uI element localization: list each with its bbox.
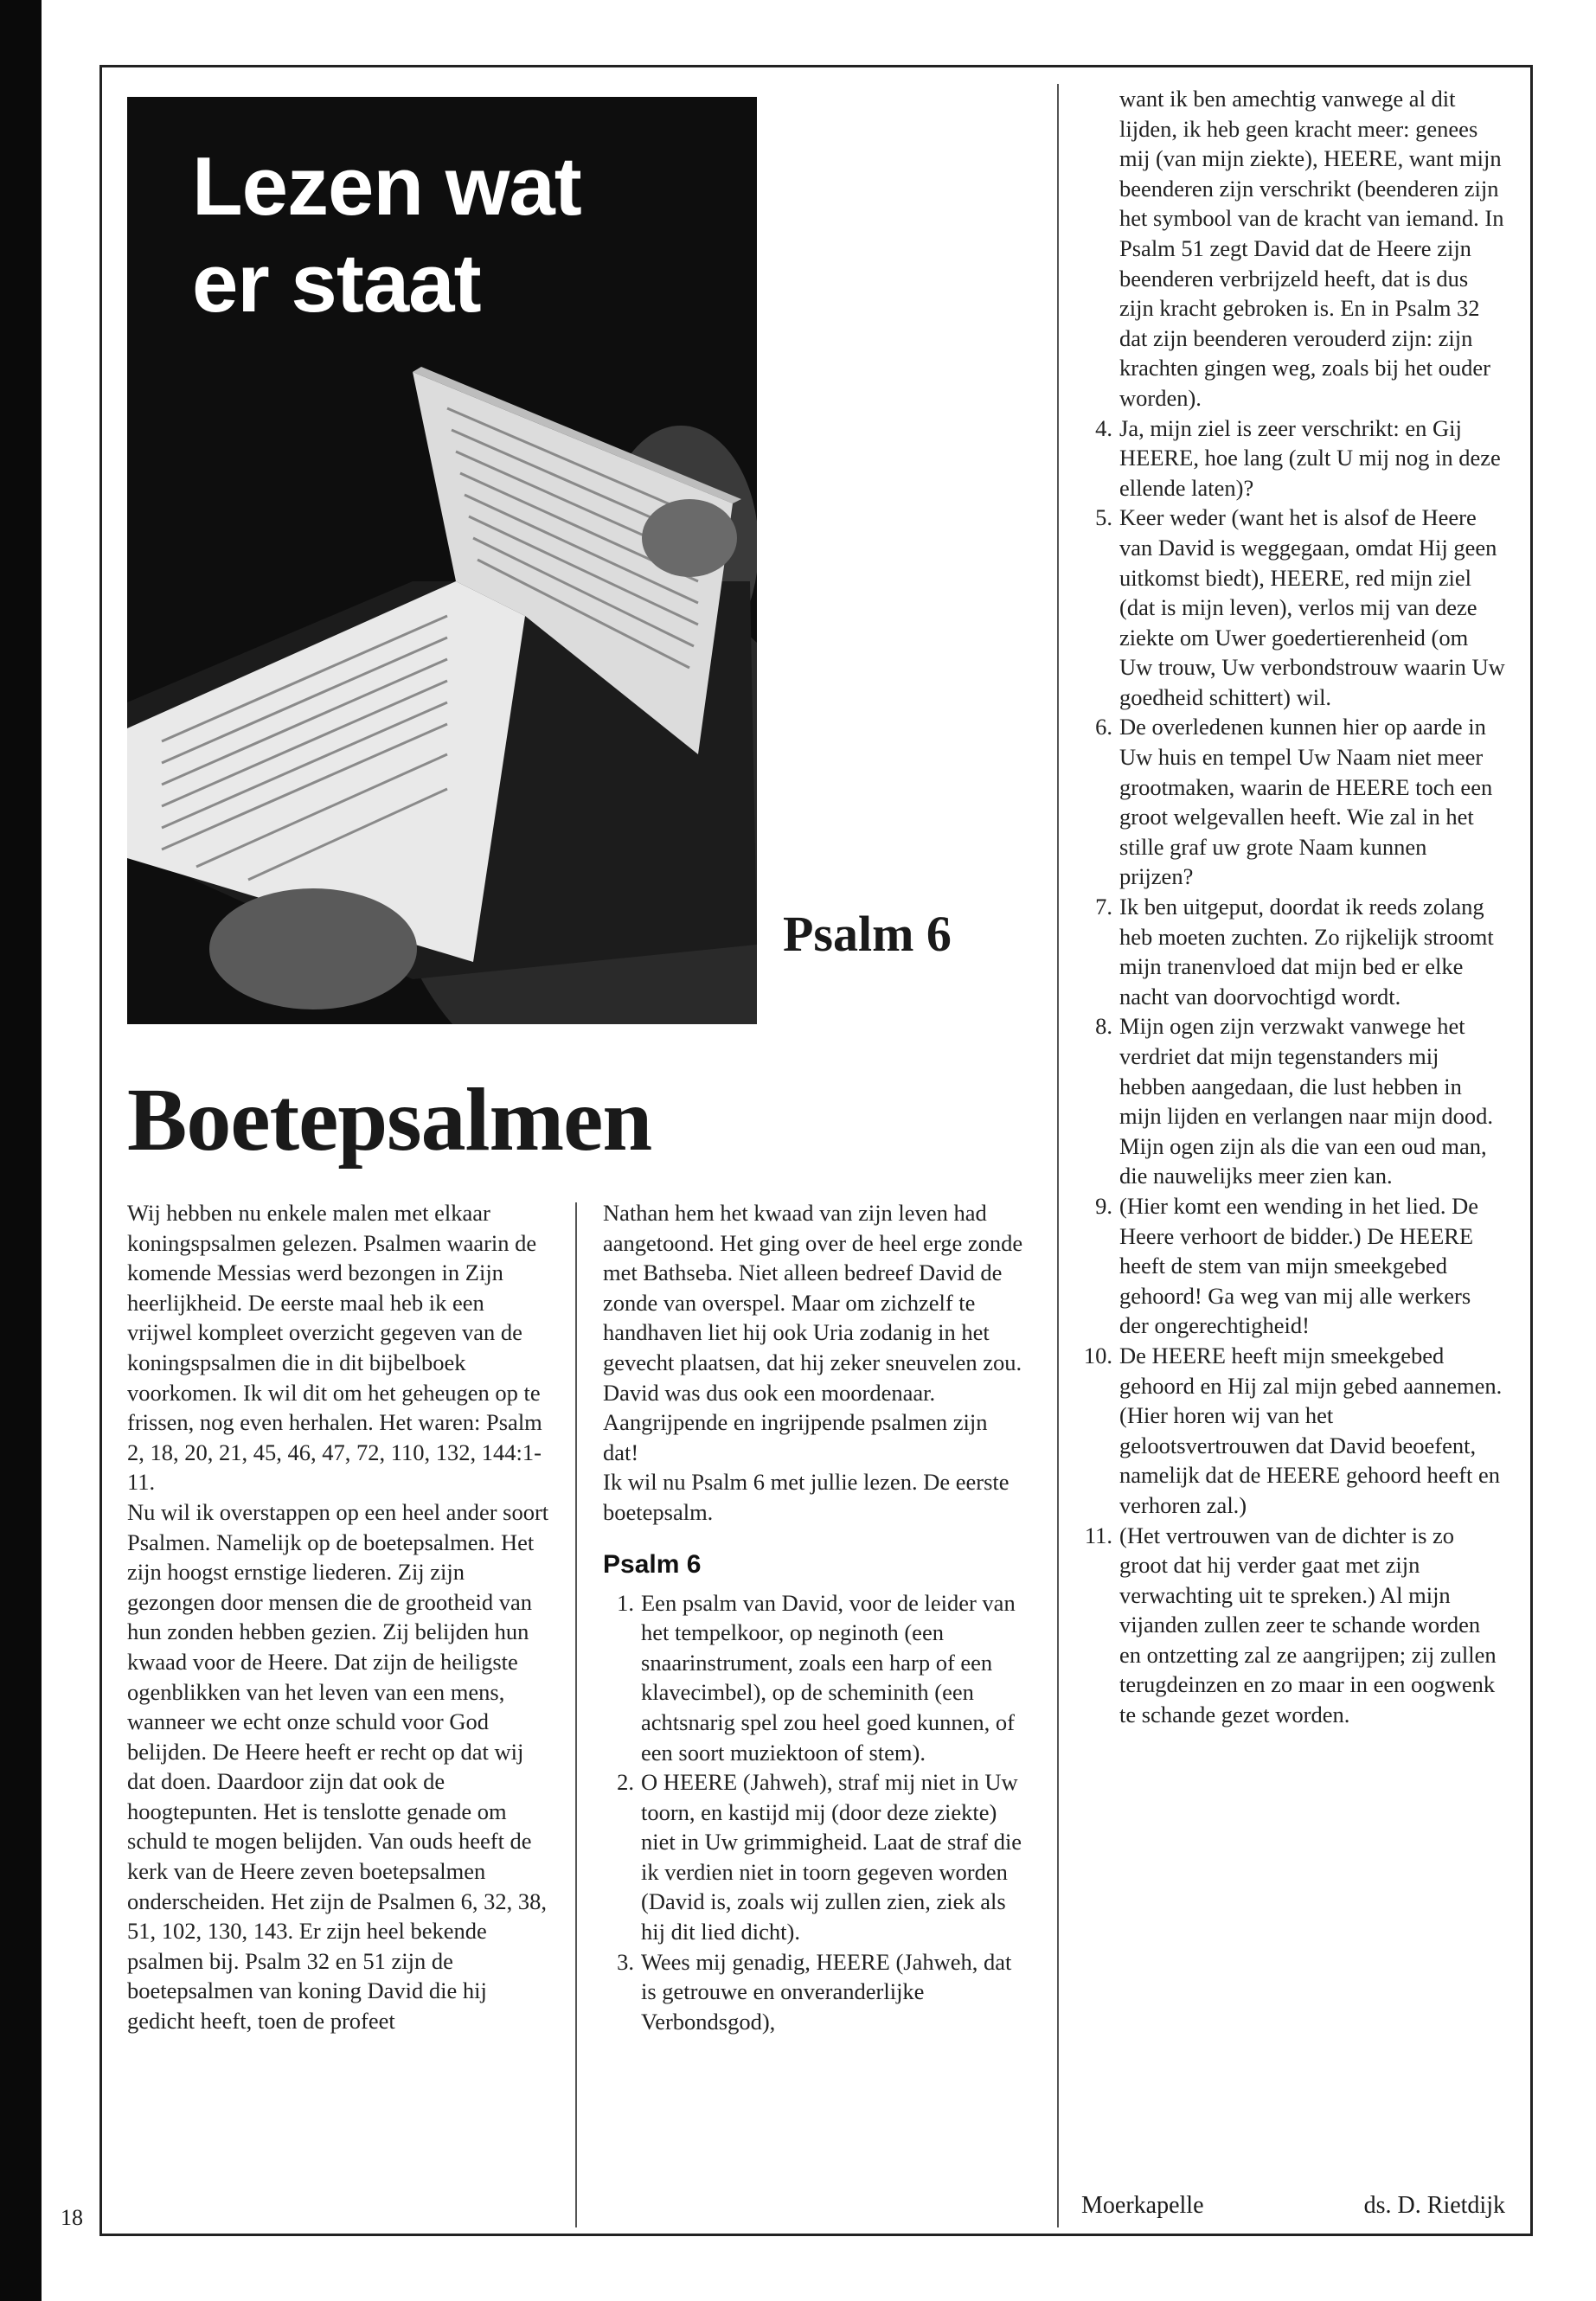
verse-number: 4. (1095, 414, 1112, 441)
verse-number: 9. (1095, 1192, 1112, 1219)
footer-place: Moerkapelle (1081, 2192, 1204, 2219)
verse-text: (Het vertrouwen van de dichter is zo groot dat hij verder gaat met zijn verwachting uit te spreken.) Al mijn vijanden zullen zeer te schande worden en ontzetting zal ze aangrijpen; zij zullen terugdeinzen en zo maar in een oogwenk te schande gezet worden. (1119, 1522, 1497, 1728)
verse-item (1081, 1521, 1505, 1730)
banner-title (192, 138, 746, 332)
binding-edge (0, 0, 42, 2301)
verse-text: De HEERE heeft mijn smeekgebed gehoord en Hij zal mijn gebed aannemen. (Hier horen wij van het gelootsvertrouwen dat David beoefent, namelijk dat de HEERE gehoord heeft en verhoren zal.) (1119, 1342, 1503, 1518)
verse-number: 6. (1095, 714, 1112, 740)
footer-author: ds. D. Rietdijk (1363, 2192, 1505, 2219)
column-3 (1081, 84, 1505, 1730)
verse-item (1081, 1191, 1505, 1341)
column-divider (575, 1202, 577, 2227)
banner-title-line2: er staat (192, 237, 481, 330)
verse-text: Ja, mijn ziel is zeer verschrikt: en Gij HEERE, hoe lang (zult U mij nog in deze ellende laten)? (1119, 414, 1501, 501)
verse-item (1081, 712, 1505, 892)
verse-number: 10. (1083, 1342, 1112, 1368)
verse-text: Mijn ogen zijn verzwakt vanwege het verdriet dat mijn tegenstanders mij hebben aangedaan, die lust hebben in mijn lijden en verlangen naar mijn dood. Mijn ogen zijn als die van een oud man, die nauwelijks meer zien kan. (1119, 1013, 1493, 1189)
verse-number: 3. (617, 1948, 634, 1975)
verse-text: Wees mij genadig, HEERE (Jahweh, dat is getrouwe en onveranderlijke Verbondsgod), (641, 1948, 1012, 2035)
verse-text: De overledenen kunnen hier op aarde in Uw huis en tempel Uw Naam niet meer grootmaken, waarin de HEERE toch een groot welgevallen heeft. Wie zal in het stille graf uw grote Naam kunnen prijzen? (1119, 714, 1493, 890)
verse-list (603, 1588, 1027, 2037)
verse-item (1081, 1011, 1505, 1191)
banner-title-line1: Lezen wat (192, 140, 581, 233)
verse-text: Een psalm van David, voor de leider van het tempelkoor, op neginoth (een snaarinstrument, zoals een harp of een klavecimbel), op de scheminith (een achtsnarig spel zou heel goed kunnen, of een soort muziektoon of stem). (641, 1589, 1016, 1766)
column-1 (127, 1198, 551, 2036)
verse-text: Keer weder (want het is alsof de Heere van David is weggegaan, omdat Hij geen uitkomst biedt), HEERE, red mijn ziel (dat is mijn leven), verlos mij van deze ziekte om Uwer goedertierenheid (om Uw trouw, Uw verbondstrouw waarin Uw goedheid schittert) wil. (1119, 504, 1505, 710)
verse-number: 11. (1084, 1522, 1112, 1548)
verse-number: 5. (1095, 504, 1112, 531)
psalm-heading: Psalm 6 (783, 906, 952, 962)
verse-item (603, 1767, 1027, 1947)
verse-number: 2. (617, 1769, 634, 1796)
paragraph: Nu wil ik overstappen op een heel ander soort Psalmen. Namelijk op de boetepsalmen. Het zijn hoogst ernstige liederen. Zij zijn gezongen door mensen die de grootheid van hun zonden hebben gezien. Zij belijden hun kwaad voor de Heere. Dat zijn de heiligste ogenblikken van het leven van een mens, wanneer we echt onze schuld voor God belijden. De Heere heeft er recht op dat wij dat doen. Daardoor zijn dat ook de hoogtepunten. Het is tenslotte genade om schuld te mogen belijden. Van ouds heeft de kerk van de Heere zeven boetepsalmen onderscheiden. Het zijn de Psalmen 6, 32, 38, 51, 102, 130, 143. Er zijn heel bekende psalmen bij. Psalm 32 en 51 zijn de boetepsalmen van koning David die hij gedicht heeft, toen de profeet (127, 1498, 549, 2035)
verse-number: 8. (1095, 1013, 1112, 1040)
verse-number: 1. (617, 1589, 634, 1616)
column-2 (603, 1198, 1027, 2036)
article-title: Boetepsalmen (127, 1070, 652, 1170)
verse-text: O HEERE (Jahweh), straf mij niet in Uw toorn, en kastijd mij (door deze ziekte) niet in Uw grimmigheid. Laat de straf die ik verdien niet in toorn gegeven worden (David is, zoals wij zullen zien, ziek als hij dit lied dicht). (641, 1769, 1022, 1945)
verse-list (1081, 413, 1505, 1730)
paragraph: Nathan hem het kwaad van zijn leven had aangetoond. Het ging over de heel erge zonde met Bathseba. Niet alleen bedreef David de zonde van overspel. Maar om zichzelf te handhaven liet hij ook Uria zodanig in het gevecht plaatsen, dat hij zeker sneuvelen zou. David was dus ook een moordenaar. Aangrijpende en ingrijpende psalmen zijn dat! (603, 1200, 1023, 1465)
paragraph: Ik wil nu Psalm 6 met jullie lezen. De eerste boetepsalm. (603, 1469, 1010, 1525)
page-number: 18 (61, 2205, 83, 2230)
verse-item (603, 1947, 1027, 2037)
verse-item (1081, 1341, 1505, 1521)
banner-photo (127, 97, 757, 1024)
verse-item (1081, 503, 1505, 712)
column-divider (1057, 84, 1059, 2227)
verse-item (1081, 892, 1505, 1011)
verse-continuation: want ik ben amechtig vanwege al dit lijden, ik heb geen kracht meer: genees mij (van mijn ziekte), HEERE, want mijn beenderen zijn verschrikt (beenderen zijn het symbool van de kracht van iemand. In Psalm 51 zegt David dat de Heere zijn beenderen verbrijzeld heeft, dat is dus zijn kracht gebroken is. En in Psalm 32 dat zijn beenderen verouderd zijn: zijn krachten gingen weg, zoals bij het ouder worden). (1119, 86, 1504, 411)
paragraph: Wij hebben nu enkele malen met elkaar koningspsalmen gelezen. Psalmen waarin de komende Messias werd bezongen in Zijn heerlijkheid. De eerste maal heb ik een vrijwel kompleet overzicht gegeven van de koningspsalmen die in dit bijbelboek voorkomen. Ik wil dit om het geheugen op te frissen, nog even herhalen. Het waren: Psalm 2, 18, 20, 21, 45, 46, 47, 72, 110, 132, 144:1-11. (127, 1200, 542, 1496)
verse-item (603, 1588, 1027, 1768)
verse-text: Ik ben uitgeput, doordat ik reeds zolang heb moeten zuchten. Zo rijkelijk stroomt mijn tranenvloed dat mijn bed er elke nacht van doorvochtigd wordt. (1119, 894, 1494, 1009)
verse-number: 7. (1095, 894, 1112, 920)
psalm-subheading: Psalm 6 (603, 1549, 702, 1579)
verse-text: (Hier komt een wending in het lied. De Heere verhoort de bidder.) De HEERE heeft de stem van mijn smeekgebed gehoord! Ga weg van mij alle werkers der ongerechtigheid! (1119, 1192, 1479, 1339)
verse-item (1081, 413, 1505, 503)
